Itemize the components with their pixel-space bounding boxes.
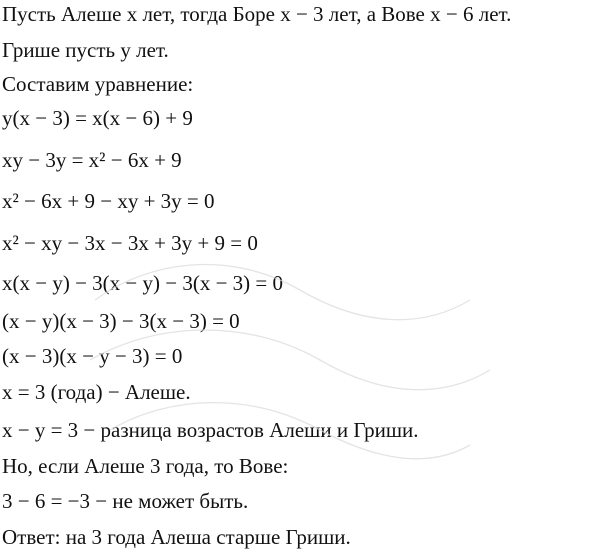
answer-line: Ответ: на 3 года Алеша старше Гриши. bbox=[2, 525, 351, 549]
problem-setup-line: Пусть Алеше x лет, тогда Боре x − 3 лет, а Вове x − 6 лет. bbox=[2, 2, 512, 26]
vova-check-intro-line: Но, если Алеше 3 года, то Вове: bbox=[2, 454, 289, 478]
equation-step-6: (x − y)(x − 3) − 3(x − 3) = 0 bbox=[2, 309, 240, 333]
equation-step-2: xy − 3y = x² − 6x + 9 bbox=[2, 148, 182, 172]
alyosha-age-line: x = 3 (года) − Алеше. bbox=[2, 380, 191, 404]
equation-step-4: x² − xy − 3x − 3x + 3y + 9 = 0 bbox=[2, 231, 258, 255]
equation-intro-line: Составим уравнение: bbox=[2, 72, 194, 96]
grisha-age-line: Грише пусть y лет. bbox=[2, 38, 169, 62]
equation-step-5: x(x − y) − 3(x − y) − 3(x − 3) = 0 bbox=[2, 271, 284, 295]
equation-step-7: (x − 3)(x − y − 3) = 0 bbox=[2, 344, 183, 368]
age-difference-line: x − y = 3 − разница возрастов Алеши и Гриши. bbox=[2, 418, 419, 442]
equation-step-1: y(x − 3) = x(x − 6) + 9 bbox=[2, 106, 193, 130]
equation-step-3: x² − 6x + 9 − xy + 3y = 0 bbox=[2, 189, 215, 213]
vova-check-result-line: 3 − 6 = −3 − не может быть. bbox=[2, 489, 249, 513]
